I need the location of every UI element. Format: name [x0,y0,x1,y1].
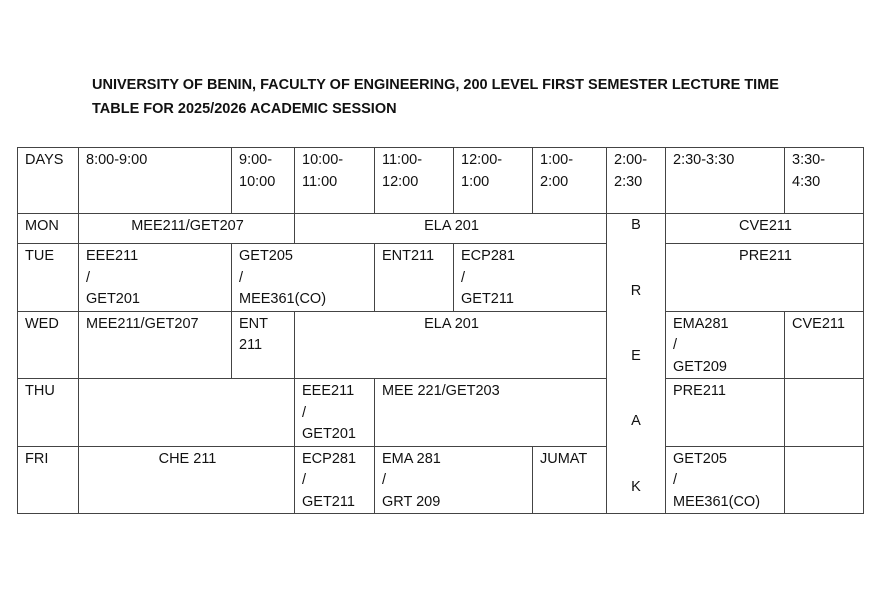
thu-slot-1: EEE211 / GET201 [295,379,375,447]
fri-slot-4: JUMAT [533,446,607,514]
row-tue [18,244,864,312]
header-row [18,148,864,214]
header-1-2: 1:00- 2:00 [533,148,607,214]
mon-slot-2: ELA 201 [295,214,607,244]
day-label: TUE [18,244,79,312]
fri-slot-3: EMA 281 / GRT 209 [375,446,533,514]
header-230-330: 2:30-3:30 [666,148,785,214]
header-8-9: 8:00-9:00 [79,148,232,214]
header-330-430: 3:30- 4:30 [785,148,864,214]
wed-slot-4: EMA281 / GET209 [666,311,785,379]
tue-slot-5: PRE211 [666,244,864,312]
break-letter: B [631,217,641,233]
mon-slot-1: MEE211/GET207 [79,214,295,244]
timetable [17,147,864,514]
header-2-230: 2:00- 2:30 [607,148,666,214]
header-days: DAYS [18,148,79,214]
break-column [607,214,666,514]
break-letter: K [631,479,641,495]
wed-slot-3: ELA 201 [295,311,607,379]
document-title [92,73,832,121]
tue-slot-3: ENT211 [375,244,454,312]
wed-slot-2: ENT 211 [232,311,295,379]
thu-slot-2: MEE 221/GET203 [375,379,607,447]
wed-slot-5: CVE211 [785,311,864,379]
fri-slot-empty [785,446,864,514]
break-letter: A [631,413,641,429]
wed-slot-1: MEE211/GET207 [79,311,232,379]
title-line-1: UNIVERSITY OF BENIN, FACULTY OF ENGINEERING, 200 LEVEL FIRST SEMESTER LECTURE TIME [92,77,779,93]
header-11-12: 11:00- 12:00 [375,148,454,214]
day-label: FRI [18,446,79,514]
fri-slot-1: CHE 211 [79,446,295,514]
day-label: MON [18,214,79,244]
fri-slot-2: ECP281 / GET211 [295,446,375,514]
header-9-10: 9:00- 10:00 [232,148,295,214]
tue-slot-4: ECP281 / GET211 [454,244,607,312]
row-mon [18,214,864,244]
tue-slot-1: EEE211 / GET201 [79,244,232,312]
row-thu [18,379,864,447]
header-10-11: 10:00- 11:00 [295,148,375,214]
title-line-2: TABLE FOR 2025/2026 ACADEMIC SESSION [92,101,397,117]
thu-slot-empty [79,379,295,447]
day-label: THU [18,379,79,447]
thu-slot-empty-2 [785,379,864,447]
mon-slot-3: CVE211 [666,214,864,244]
break-letter: R [630,283,642,299]
tue-slot-2: GET205 / MEE361(CO) [232,244,375,312]
header-12-1: 12:00- 1:00 [454,148,533,214]
day-label: WED [18,311,79,379]
break-letter: E [631,348,641,364]
thu-slot-3: PRE211 [666,379,785,447]
row-fri [18,446,864,514]
row-wed [18,311,864,379]
fri-slot-5: GET205 / MEE361(CO) [666,446,785,514]
